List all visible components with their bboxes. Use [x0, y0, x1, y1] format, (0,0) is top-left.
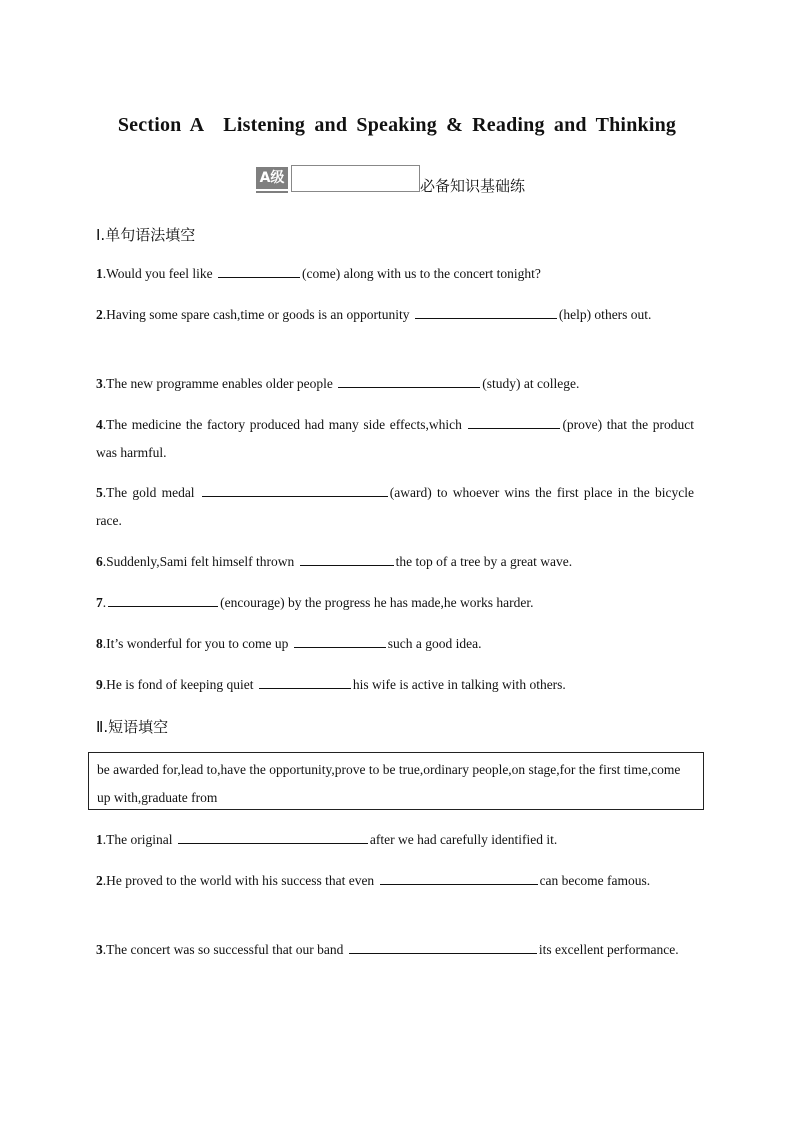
answer-blank[interactable] [415, 304, 557, 319]
question-text: .Would you feel like [102, 266, 217, 281]
question-text: . [102, 595, 107, 610]
question-item [96, 936, 694, 964]
question-text: .He is fond of keeping quiet [102, 677, 257, 692]
question-item [96, 867, 694, 895]
question-item [96, 630, 694, 658]
phrase-bank [88, 752, 704, 810]
section-heading-phrases: Ⅱ.短语填空 [96, 718, 169, 736]
question-number: 4 [96, 417, 103, 432]
question-item [96, 370, 694, 398]
question-item [96, 589, 694, 617]
question-text: .Having some spare cash,time or goods is an opportunity [102, 307, 413, 322]
level-label: 必备知识基础练 [420, 177, 526, 195]
question-number: 1 [96, 266, 103, 281]
question-text: .The gold medal [102, 485, 200, 500]
answer-blank[interactable] [218, 263, 300, 278]
question-text: his wife is active in talking with others. [352, 677, 566, 692]
question-text: can become famous. [539, 873, 651, 888]
question-number: 7 [96, 595, 103, 610]
question-number: 2 [96, 873, 103, 888]
level-badge-underline [256, 191, 288, 193]
question-item [96, 301, 694, 329]
question-text: .The new programme enables older people [102, 376, 337, 391]
question-text: after we had carefully identified it. [369, 832, 558, 847]
phrase-bank-text: be awarded for,lead to,have the opportunity,prove to be true,ordinary people,on stage,for the first time,come up with,graduate from [97, 762, 681, 805]
question-number: 3 [96, 942, 103, 957]
question-item [96, 826, 694, 854]
answer-blank[interactable] [202, 482, 388, 497]
answer-blank[interactable] [294, 633, 386, 648]
question-text: the top of a tree by a great wave. [395, 554, 573, 569]
question-item [96, 411, 694, 466]
question-number: 6 [96, 554, 103, 569]
question-text: its excellent performance. [538, 942, 679, 957]
question-number: 1 [96, 832, 103, 847]
question-text: .The original [102, 832, 176, 847]
question-text: (award) to whoever wins the first place in the bicycle race. [96, 485, 694, 528]
question-text: (study) at college. [482, 376, 580, 391]
question-number: 3 [96, 376, 103, 391]
question-item [96, 479, 694, 534]
question-text: .Suddenly,Sami felt himself thrown [102, 554, 298, 569]
question-item [96, 548, 694, 576]
question-item [96, 671, 694, 699]
answer-blank[interactable] [349, 939, 537, 954]
question-number: 9 [96, 677, 103, 692]
answer-blank[interactable] [380, 870, 538, 885]
question-text: .He proved to the world with his success that even [102, 873, 378, 888]
question-number: 8 [96, 636, 103, 651]
answer-blank[interactable] [259, 674, 351, 689]
answer-blank[interactable] [468, 414, 560, 429]
question-text: .The concert was so successful that our band [102, 942, 347, 957]
question-text: (prove) that the product was harmful. [96, 417, 694, 460]
answer-blank[interactable] [300, 551, 394, 566]
question-text: .The medicine the factory produced had many side effects,which [102, 417, 467, 432]
answer-blank[interactable] [178, 829, 368, 844]
question-text: .It’s wonderful for you to come up [102, 636, 292, 651]
answer-blank[interactable] [338, 373, 480, 388]
question-text: (help) others out. [558, 307, 652, 322]
question-number: 2 [96, 307, 103, 322]
question-text: such a good idea. [387, 636, 482, 651]
section-heading-grammar: Ⅰ.单句语法填空 [96, 226, 196, 244]
answer-blank[interactable] [108, 592, 218, 607]
question-item [96, 260, 694, 288]
question-number: 5 [96, 485, 103, 500]
level-name-box [291, 165, 420, 192]
question-text: (come) along with us to the concert tonight? [302, 266, 541, 281]
level-badge: A级 [256, 167, 288, 189]
question-text: (encourage) by the progress he has made,he works harder. [220, 595, 534, 610]
page-title: Section A Listening and Speaking & Reading and Thinking [117, 114, 677, 136]
